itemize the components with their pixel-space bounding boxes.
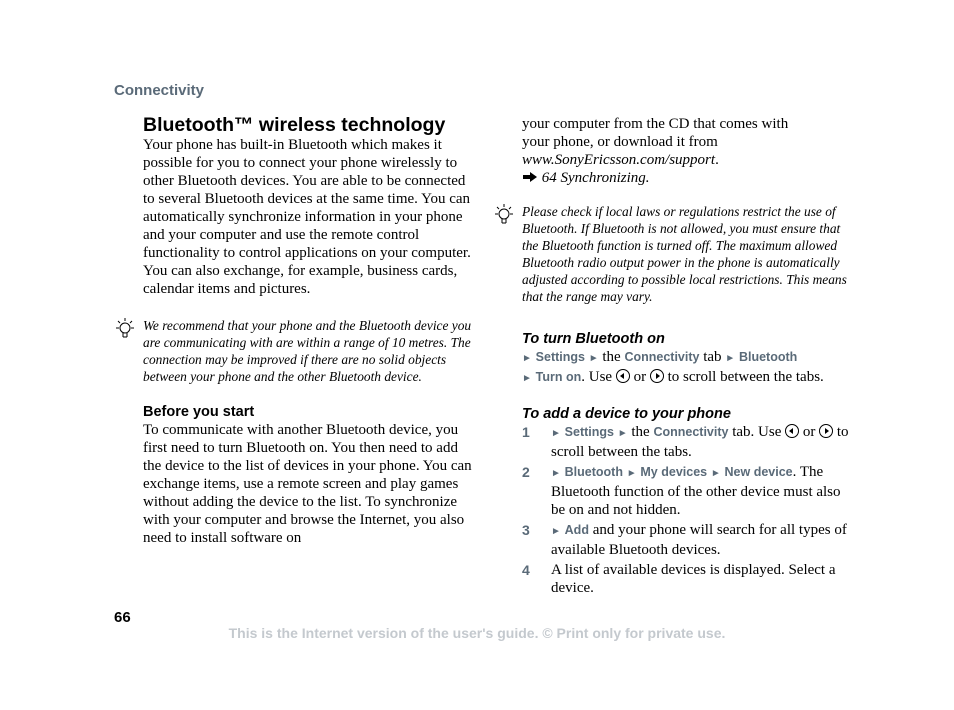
- text-scroll: to scroll between the tabs.: [667, 369, 824, 385]
- menu-arrow-icon: ►: [725, 353, 736, 364]
- support-url: www.SonyEricsson.com/support: [522, 152, 716, 168]
- text-or: or: [633, 369, 647, 385]
- step-1: [522, 423, 854, 461]
- before-you-start-heading: Before you start: [143, 404, 255, 420]
- tip-lightbulb-icon: [493, 203, 515, 227]
- step-number: 2: [522, 464, 530, 480]
- menu-arrow-icon: ►: [522, 353, 532, 364]
- page-number: 66: [114, 609, 131, 626]
- text-the: the: [631, 424, 650, 440]
- url-period: .: [715, 152, 719, 168]
- right-column: [522, 115, 854, 597]
- menu-settings: Settings: [564, 425, 614, 439]
- menu-arrow-icon: ►: [588, 353, 599, 364]
- tip-lightbulb-icon: [114, 317, 136, 341]
- text-use: . Use: [581, 369, 613, 385]
- menu-connectivity: Connectivity: [624, 350, 700, 364]
- menu-my-devices: My devices: [640, 465, 708, 479]
- page-title: Bluetooth™ wireless technology: [143, 114, 446, 136]
- tip-law-text: Please check if local laws or regulations restrict the use of Bluetooth. If Bluetooth is not allowed, you must ensure that the Bluetooth function is turned off. The maximum allowed Bluetooth radio output power in the phone is automatically adjusted according to possible local restrictions. This means that the range may vary.: [522, 204, 847, 304]
- continuation-text: your computer from the CD that comes with your phone, or download it from: [522, 116, 789, 150]
- step-3: [522, 521, 854, 559]
- text-tab: tab: [703, 349, 722, 365]
- step-number: 1: [522, 424, 530, 440]
- left-column: [143, 115, 473, 547]
- step-4-text: A list of available devices is displayed. Select a device.: [551, 562, 836, 596]
- menu-arrow-icon: ►: [551, 526, 561, 537]
- menu-arrow-icon: ►: [551, 468, 561, 479]
- footer-notice: This is the Internet version of the user's guide. © Print only for private use.: [228, 625, 726, 641]
- turn-on-instructions: [522, 348, 854, 388]
- nav-left-icon: [785, 424, 799, 438]
- cross-reference-arrow-icon: [522, 171, 538, 183]
- menu-bluetooth: Bluetooth: [738, 350, 798, 364]
- text-or: or: [802, 424, 816, 440]
- text-scroll: to scroll between the tabs.: [551, 424, 849, 460]
- nav-left-icon: [616, 369, 630, 383]
- continuation-paragraph: [522, 115, 792, 187]
- step-2: [522, 463, 854, 519]
- tip-text: We recommend that your phone and the Bluetooth device you are communicating with are within a range of 10 metres. The connection may be improved if there are no solid objects between your phone and the other Bluetooth device.: [143, 318, 472, 384]
- menu-arrow-icon: ►: [551, 428, 561, 439]
- text-tab-use: tab. Use: [732, 424, 782, 440]
- before-you-start-text: To communicate with another Bluetooth device, you first need to turn Bluetooth on. You then need to add the device to the list of devices in your phone. You can exchange items, use a remote screen and play games without adding the device to the list. To synchronize with your computer and browse the Internet, you also need to install software on: [143, 422, 472, 546]
- menu-arrow-icon: ►: [522, 373, 532, 384]
- tip-note: [143, 317, 473, 385]
- xref-period: .: [645, 170, 650, 186]
- intro-paragraph: Your phone has built-in Bluetooth which makes it possible for you to connect your phone wirelessly to other Bluetooth devices. You are able to be connected to several Bluetooth devices at the same time. You can automatically synchronize information in your phone and your computer and use the remote control functionality to control applications on your computer. You can also exchange, for example, business cards, calendar items and pictures.: [143, 137, 471, 297]
- menu-settings: Settings: [535, 350, 585, 364]
- menu-add: Add: [564, 523, 589, 537]
- menu-connectivity: Connectivity: [653, 425, 729, 439]
- section-header: Connectivity: [114, 82, 205, 99]
- step-3-text: and your phone will search for all types of available Bluetooth devices.: [551, 522, 847, 558]
- nav-right-icon: [819, 424, 833, 438]
- menu-new-device: New device: [724, 465, 793, 479]
- step-2-text: . The Bluetooth function of the other device must also be on and not hidden.: [551, 464, 841, 518]
- turn-on-heading: To turn Bluetooth on: [522, 331, 665, 347]
- step-number: 4: [522, 562, 530, 578]
- menu-arrow-icon: ►: [617, 428, 628, 439]
- add-device-heading: To add a device to your phone: [522, 406, 731, 422]
- tip-note-law: [522, 203, 854, 305]
- step-number: 3: [522, 522, 530, 538]
- menu-bluetooth: Bluetooth: [564, 465, 623, 479]
- menu-arrow-icon: ►: [710, 468, 721, 479]
- cross-reference-link[interactable]: 64 Synchronizing: [541, 170, 646, 186]
- menu-turn-on: Turn on: [535, 370, 582, 384]
- nav-right-icon: [650, 369, 664, 383]
- step-4: [522, 561, 854, 597]
- text-the: the: [602, 349, 621, 365]
- menu-arrow-icon: ►: [626, 468, 637, 479]
